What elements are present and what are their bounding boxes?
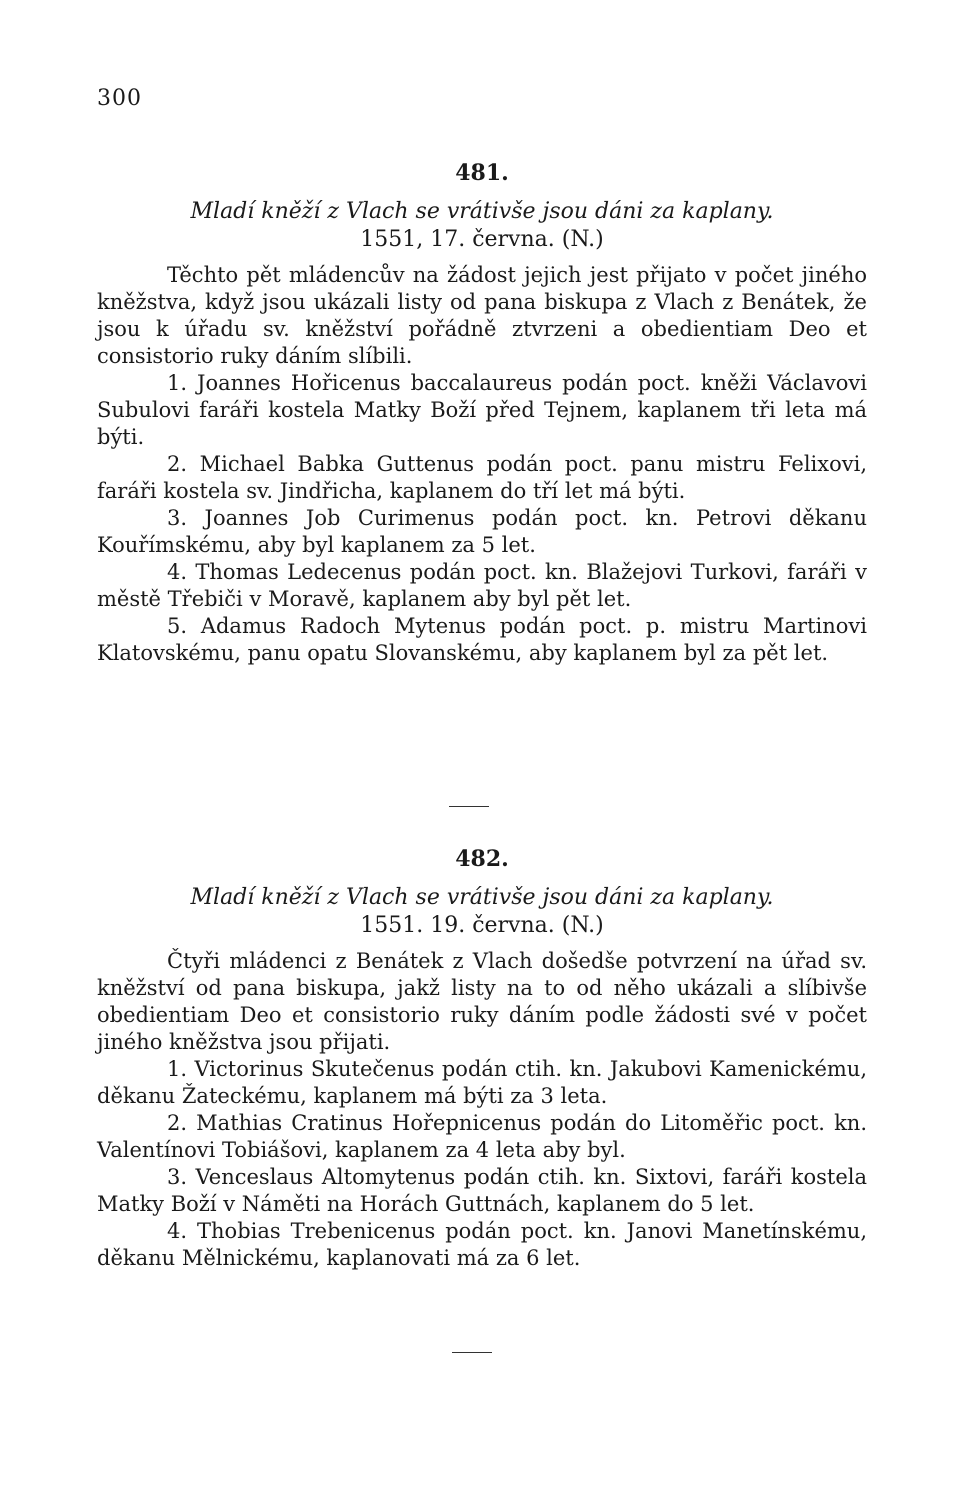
list-item: 2. Mathias Cratinus Hořepnicenus podán do Litoměřic poct. kn. Valentínovi Tobiášovi, kaplanem za 4 leta aby byl. — [97, 1111, 867, 1162]
entry-date: 1551, 17. června. (N.) — [360, 227, 604, 252]
page-number: 300 — [97, 86, 142, 111]
entry-body — [97, 948, 867, 1272]
entry-481 — [97, 160, 867, 667]
list-item: 2. Michael Babka Guttenus podán poct. panu mistru Felixovi, faráři kostela sv. Jindřicha, kaplanem do tří let má býti. — [97, 452, 867, 503]
entry-number: 481. — [455, 160, 509, 186]
list-item: 5. Adamus Radoch Mytenus podán poct. p. mistru Martinovi Klatovskému, panu opatu Slovanskému, aby kaplanem byl za pět let. — [97, 614, 867, 665]
entry-body — [97, 262, 867, 667]
list-item: 4. Thomas Ledecenus podán poct. kn. Blažejovi Turkovi, faráři v městě Třebiči v Moravě, kaplanem aby byl pět let. — [97, 560, 867, 611]
section-divider — [452, 1352, 492, 1353]
entry-482 — [97, 846, 867, 1272]
section-divider — [449, 806, 489, 807]
list-item: 4. Thobias Trebenicenus podán poct. kn. Janovi Manetínskému, děkanu Mělnickému, kaplanovati má za 6 let. — [97, 1219, 867, 1270]
entry-title: Mladí kněží z Vlach se vrátivše jsou dáni za kaplany. — [190, 199, 774, 224]
intro-paragraph: Čtyři mládenci z Benátek z Vlach došedše potvrzení na úřad sv. kněžství od pana biskupa, jakž listy na to od něho ukázali a slíbivše obedientiam Deo et consistorio ruky dáním podle žádosti své v počet jiného kněžstva jsou přijati. — [97, 949, 867, 1054]
entry-date: 1551. 19. června. (N.) — [360, 913, 604, 938]
entry-number: 482. — [455, 846, 509, 872]
list-item: 3. Joannes Job Curimenus podán poct. kn. Petrovi děkanu Kouřímskému, aby byl kaplanem za 5 let. — [97, 506, 867, 557]
intro-paragraph: Těchto pět mládencův na žádost jejich jest přijato v počet jiného kněžstva, když jsou ukázali listy od pana biskupa z Vlach z Benátek, že jsou k úřadu sv. kněžství pořádně ztvrzeni a obedientiam Deo et consistorio ruky dáním slíbili. — [97, 263, 867, 368]
list-item: 1. Victorinus Skutečenus podán ctih. kn. Jakubovi Kamenickému, děkanu Žateckému, kaplanem má býti za 3 leta. — [97, 1057, 867, 1108]
list-item: 1. Joannes Hořicenus baccalaureus podán poct. kněži Václavovi Subulovi faráři kostela Matky Boží před Tejnem, kaplanem tři leta má býti. — [97, 371, 867, 449]
list-item: 3. Venceslaus Altomytenus podán ctih. kn. Sixtovi, faráři kostela Matky Boží v Náměti na Horách Guttnách, kaplanem do 5 let. — [97, 1165, 867, 1216]
entry-title: Mladí kněží z Vlach se vrátivše jsou dáni za kaplany. — [190, 885, 774, 910]
